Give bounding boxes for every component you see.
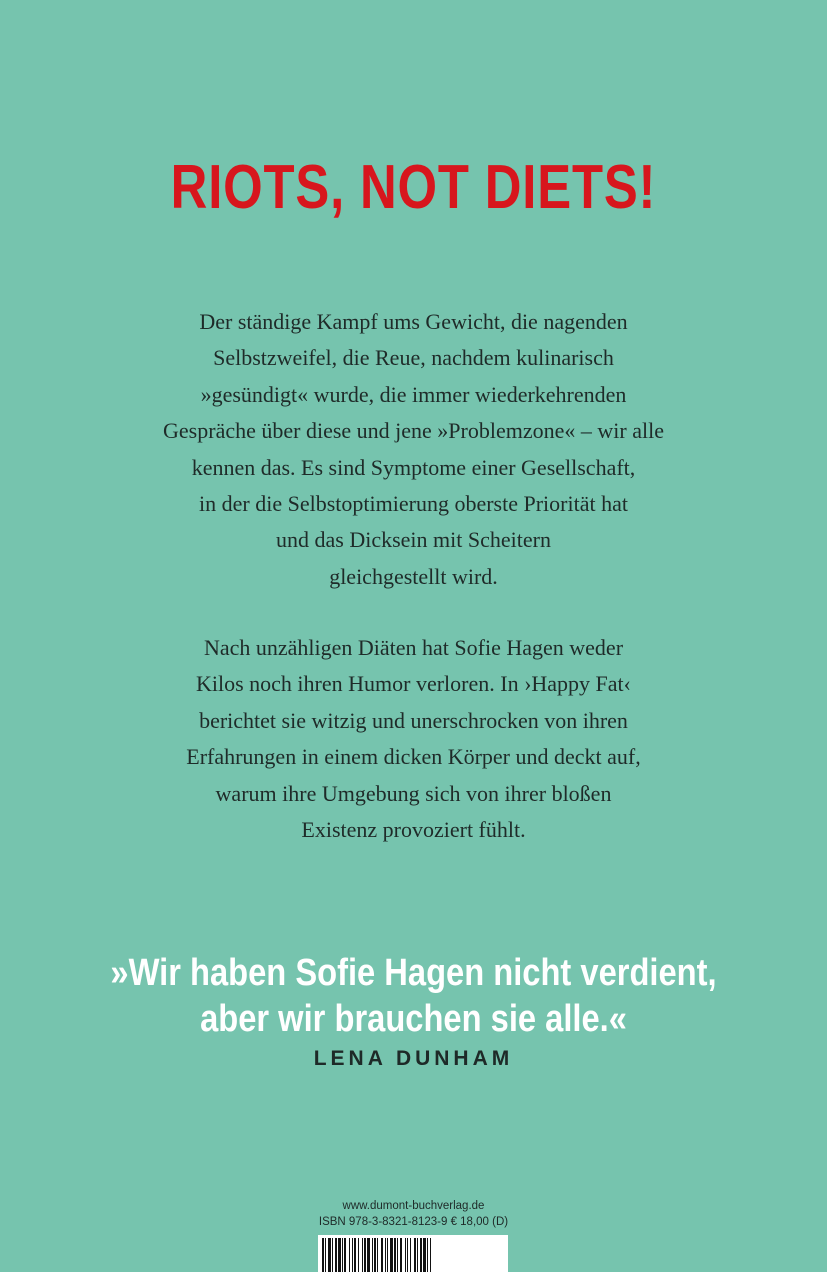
isbn-price: ISBN 978-3-8321-8123-9 € 18,00 (D) bbox=[318, 1216, 509, 1228]
barcode-bar bbox=[417, 1238, 418, 1272]
barcode-bar bbox=[405, 1238, 406, 1272]
barcode-bar bbox=[332, 1238, 333, 1272]
paragraph-line: kennen das. Es sind Symptome einer Gesellschaft, bbox=[191, 454, 636, 480]
paragraph-line: Gespräche über diese und jene »Problemzone« – wir alle bbox=[163, 418, 664, 444]
barcode-bar bbox=[427, 1238, 428, 1272]
barcode-bar bbox=[335, 1238, 337, 1272]
paragraph-line: Existenz provoziert fühlt. bbox=[301, 817, 526, 843]
quote-line: »Wir haben Sofie Hagen nicht verdient, bbox=[110, 952, 717, 994]
barcode-bar bbox=[407, 1238, 408, 1272]
barcode-bar bbox=[354, 1238, 356, 1272]
paragraph-line: berichtet sie witzig und unerschrocken von ihren bbox=[199, 707, 628, 733]
barcode-bar bbox=[344, 1238, 346, 1272]
barcode-bar bbox=[414, 1238, 416, 1272]
paragraph-line: Selbstzweifel, die Reue, nachdem kulinarisch bbox=[213, 345, 614, 371]
barcode-bar bbox=[400, 1238, 402, 1272]
paragraph-line: Erfahrungen in einem dicken Körper und deckt auf, bbox=[186, 744, 641, 770]
barcode-bar bbox=[364, 1238, 366, 1272]
barcode-bar bbox=[349, 1238, 350, 1272]
review-quote bbox=[58, 950, 769, 1042]
quote-line: aber wir brauchen sie alle.« bbox=[200, 998, 627, 1040]
publisher-website: www.dumont-buchverlag.de bbox=[342, 1200, 485, 1212]
barcode-bar bbox=[397, 1238, 398, 1272]
barcode-bar bbox=[367, 1238, 370, 1272]
barcode-bar bbox=[387, 1238, 388, 1272]
description-paragraph-2 bbox=[100, 630, 727, 848]
description-paragraph-1 bbox=[100, 304, 727, 595]
headline: RIOTS, NOT DIETS! bbox=[170, 153, 657, 222]
barcode-bar bbox=[410, 1238, 411, 1272]
paragraph-line: Nach unzähligen Diäten hat Sofie Hagen weder bbox=[203, 635, 624, 660]
barcode-bar bbox=[390, 1238, 393, 1272]
barcode-bar bbox=[362, 1238, 363, 1272]
barcode bbox=[318, 1235, 508, 1272]
barcode-bar bbox=[385, 1238, 386, 1272]
barcode-bar bbox=[342, 1238, 343, 1272]
barcode-bar bbox=[394, 1238, 396, 1272]
paragraph-line: und das Dicksein mit Scheitern bbox=[276, 527, 551, 553]
barcode-bar bbox=[430, 1238, 431, 1272]
barcode-bar bbox=[372, 1238, 373, 1272]
paragraph-line: Der ständige Kampf ums Gewicht, die nagenden bbox=[199, 309, 628, 334]
barcode-bar bbox=[374, 1238, 376, 1272]
barcode-bar bbox=[325, 1238, 326, 1272]
barcode-bar bbox=[338, 1238, 341, 1272]
barcode-bar bbox=[420, 1238, 422, 1272]
barcode-bar bbox=[322, 1238, 324, 1272]
barcode-bar bbox=[381, 1238, 383, 1272]
barcode-icon bbox=[318, 1235, 508, 1272]
paragraph-line: in der die Selbstoptimierung oberste Priorität hat bbox=[199, 491, 628, 517]
paragraph-line: »gesündigt« wurde, die immer wiederkehrenden bbox=[200, 381, 627, 407]
barcode-bar bbox=[377, 1238, 378, 1272]
paragraph-line: warum ihre Umgebung sich von ihrer bloßen bbox=[215, 780, 612, 806]
paragraph-line: Kilos noch ihren Humor verloren. In ›Happy Fat‹ bbox=[195, 671, 631, 697]
paragraph-line: gleichgestellt wird. bbox=[329, 563, 498, 589]
barcode-bar bbox=[352, 1238, 353, 1272]
barcode-bar bbox=[328, 1238, 331, 1272]
barcode-bar bbox=[423, 1238, 426, 1272]
quote-attribution: LENA DUNHAM bbox=[313, 1047, 514, 1070]
barcode-bar bbox=[358, 1238, 359, 1272]
